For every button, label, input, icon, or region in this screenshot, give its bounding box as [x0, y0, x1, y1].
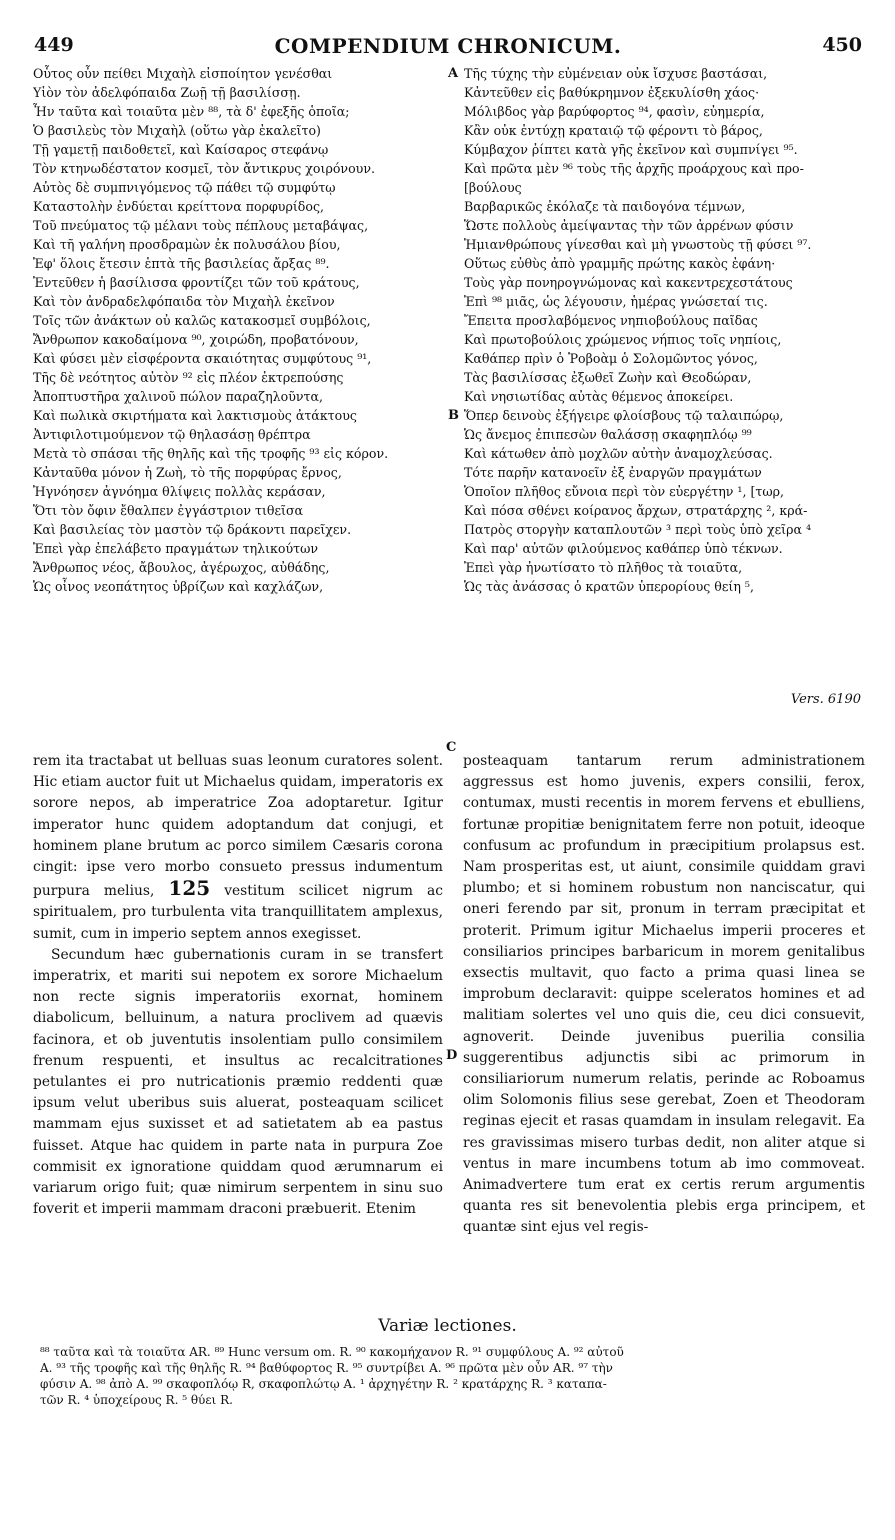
page-number-right: 450: [822, 34, 862, 56]
greek-verse-line: Ἄνθρωπον κακοδαίμονα ⁹⁰, χοιρώδη, προβατόνουν,: [33, 332, 359, 347]
greek-verse-line: [βούλους: [464, 180, 522, 195]
latin-translation-right: [463, 751, 865, 1239]
greek-verse-line: Βαρβαρικῶς ἐκόλαζε τὰ παιδογόνα τέμνων,: [464, 199, 746, 214]
greek-verse-line: Καὶ κάτωθεν ἀπὸ μοχλῶν αὐτὴν ἀναμοχλεύσας.: [464, 446, 773, 461]
greek-verse-line: Ὡς τὰς ἀνάσσας ὁ κρατῶν ὑπερορίους θείη ⁵,: [464, 579, 754, 594]
margin-marker-b: B: [448, 408, 459, 423]
greek-verse-line: Τῇ γαμετῇ παιδοθετεῖ, καὶ Καίσαρος στεφάνῳ: [33, 142, 329, 157]
latin-text: vestitum scilicet nigrum ac spiritualem, pro turbulenta vita tranquillitatem amplexus, sumit, cum in imperio septem annos exegisset.: [33, 883, 444, 942]
latin-paragraph: posteaquam tantarum rerum administrationem aggressus est homo juvenis, expers consilii, ferox, contumax, musti recentis in morem fervens et ebulliens, fortunæ propitiæ benignitatem ferre non potuit, ideoque confusum ac profundum in præcipitium prolapsus est. Nam prosperitas est, ut aiunt, consimile quiddam gravi plumbo; et si hominem robustum non nanciscatur, qui oneri ferendo par sit, pronum in terram præcipitat et proterit. Primum igitur Michaelus imperii proceres et consiliarios principes barbaricum in morem genitalibus exsectis multavit, quo facto a prima quasi linea se improbum declaravit: quippe sceleratos homines et ad malitiam solertes vel uno quis die, ceu dici consuevit, agnoverit. Deinde juvenibus puerilia consilia suggerentibus adjunctis sibi ac primorum in consiliariorum numerum relatis, perinde ac Roboamus olim Solomonis filius sese gerebat, Zoen et Theodoram reginas ejecit et rasas quamdam in insulam relegavit. Ea res gravissimas misero turbas dedit, non aliter atque si ventus in mare incumbens totum ab imo commoveat. Animadvertere tum erat ex certis rerum argumentis quanta res sit benevolentia plebis erga principem, et quantæ sint ejus vel regis-: [463, 753, 865, 1236]
greek-verse-line: Ἐντεῦθεν ἡ βασίλισσα φροντίζει τῶν τοῦ κράτους,: [33, 275, 360, 290]
greek-verse-line: Οὕτως εὐθὺς ἀπὸ γραμμῆς πρώτης κακὸς ἐφάνη·: [464, 256, 776, 271]
greek-verse-line: Ὡς οἶνος νεοπάτητος ὑβρίζων καὶ καχλάζων,: [33, 579, 324, 594]
greek-verse-column-right: [464, 64, 864, 596]
greek-verse-line: Καταστολὴν ἐνδύεται κρείττονα πορφυρίδος,: [33, 199, 325, 214]
greek-verse-line: Καὶ πόσα σθένει κοίρανος ἄρχων, στρατάρχης ², κρά-: [464, 503, 808, 518]
greek-verse-column-left: [33, 64, 443, 596]
greek-verse-line: Ἐπεὶ γὰρ ἠνωτίσατο τὸ πλῆθος τὰ τοιαῦτα,: [464, 560, 743, 575]
greek-verse-line: Καθάπερ πρὶν ὁ Ῥοβοὰμ ὁ Σολομῶντος γόνος,: [464, 351, 758, 366]
variant-reading-line: φύσιν A. ⁹⁸ ἀπὸ A. ⁹⁹ σκαφοπλόῳ R, σκαφοπλώτῳ A. ¹ ἀρχηγέτην R. ² κρατάρχης R. ³ καταπα-: [40, 1377, 607, 1391]
greek-verse-line: Κύμβαχον ῥίπτει κατὰ γῆς ἐκεῖνον καὶ συμπνίγει ⁹⁵.: [464, 142, 798, 157]
verse-count: Vers. 6190: [790, 692, 861, 707]
greek-verse-line: Ἄνθρωπος νέος, ἄβουλος, ἀγέρωχος, αὐθάδης,: [33, 560, 330, 575]
greek-verse-line: Τὰς βασιλίσσας ἐξωθεῖ Ζωὴν καὶ Θεοδώραν,: [464, 370, 752, 385]
greek-verse-line: Ὁ βασιλεὺς τὸν Μιχαὴλ (οὕτω γὰρ ἐκαλεῖτο): [33, 123, 321, 138]
latin-translation-left: [33, 751, 443, 1220]
greek-verse-line: Ὅτι τὸν ὄφιν ἔθαλπεν ἐγγάστριον τιθεῖσα: [33, 503, 304, 518]
variant-reading-line: τῶν R. ⁴ ὑποχείρους R. ⁵ θύει R.: [40, 1393, 233, 1407]
margin-marker-d: D: [446, 1048, 458, 1063]
greek-verse-line: Τοῦ πνεύματος τῷ μέλανι τοὺς πέπλους μεταβάψας,: [33, 218, 369, 233]
greek-verse-line: Καὶ πωλικὰ σκιρτήματα καὶ λακτισμοὺς ἀτάκτους: [33, 408, 357, 423]
latin-paragraph: Secundum hæc gubernationis curam in se transfert imperatrix, et mariti sui nepotem ex sorore Michaelum non recte signis imperatoriis exornat, hominem diabolicum, belluinum, a natura proclivem ad quævis facinora, et ob juventutis insolentiam pullo consimilem frenum respuenti, et insultus ac recalcitrationes petulantes ei pro nutricationis præmio reddenti quæ ipsum velut uberibus suis aluerat, posteaquam scilicet mammam ejus suxisset et ad satietatem ab ea pastus fuisset. Atque hac quidem in parte nata in purpura Zoe commisit ex ignoratione quiddam quod ærumnarum ei variarum origo fuit; quæ nimirum serpentem in sinu suo foverit et imperii mammam draconi præbuerit. Etenim: [33, 946, 443, 1218]
greek-verse-line: Ἐφ' ὅλοις ἔτεσιν ἑπτὰ τῆς βασιλείας ἄρξας ⁸⁹.: [33, 256, 330, 271]
greek-verse-line: Καὶ βασιλείας τὸν μαστὸν τῷ δράκοντι παρεῖχεν.: [33, 522, 352, 537]
greek-verse-line: Πατρὸς στοργὴν καταπλουτῶν ³ περὶ τοὺς ὑπὸ χεῖρα ⁴: [464, 522, 812, 537]
variae-lectiones-notes: [40, 1344, 870, 1408]
greek-verse-line: Κἀντεῦθεν εἰς βαθύκρημνον ἐξεκυλίσθη χάος·: [464, 85, 760, 100]
greek-verse-line: Καὶ τῆ γαλήνη προσδραμὼν ἐκ πολυσάλου βίου,: [33, 237, 341, 252]
greek-verse-line: Ἐπὶ ⁹⁸ μιᾶς, ὡς λέγουσιν, ἡμέρας γνώσεταί τις.: [464, 294, 768, 309]
greek-verse-line: Ὁποῖον πλῆθος εὔνοια περὶ τὸν εὐεργέτην ¹, [τωρ,: [464, 484, 785, 499]
greek-verse-line: Ἀποπτυστῆρα χαλινοῦ πώλον παραζηλοῦντα,: [33, 389, 324, 404]
greek-verse-line: Αὐτὸς δὲ συμπνιγόμενος τῷ πάθει τῷ συμφύτῳ: [33, 180, 336, 195]
greek-verse-line: Οὗτος οὖν πείθει Μιχαὴλ εἰσποίητον γενέσθαι: [33, 66, 333, 81]
greek-verse-line: Καὶ τὸν ἀνδραδελφόπαιδα τὸν Μιχαὴλ ἐκεῖνον: [33, 294, 335, 309]
greek-verse-line: Τὸν κτηνωδέστατον κοσμεῖ, τὸν ἄντικρυς χοιρόνουν.: [33, 161, 375, 176]
column-number: 125: [168, 876, 211, 901]
greek-verse-line: Καὶ νησιωτίδας αὐτὰς θέμενος ἀποκείρει.: [464, 389, 734, 404]
margin-marker-c: C: [446, 740, 457, 755]
margin-marker-a: A: [448, 66, 459, 81]
latin-paragraph: [33, 751, 443, 945]
variant-reading-line: A. ⁹³ τῆς τροφῆς καὶ τῆς θηλῆς R. ⁹⁴ βαθύφορτος R. ⁹⁵ συντρίβει A. ⁹⁶ πρῶτα μὲν οὖν AR. ⁹⁷ τὴν: [40, 1361, 613, 1375]
greek-verse-line: Ἠγνόησεν ἀγνόημα θλίψεις πολλὰς κεράσαν,: [33, 484, 326, 499]
greek-verse-line: Καὶ φύσει μὲν εἰσφέροντα σκαιότητας συμφύτους ⁹¹,: [33, 351, 372, 366]
page-number-left: 449: [34, 34, 74, 56]
greek-verse-line: Τοῖς τῶν ἀνάκτων οὐ καλῶς κατακοσμεῖ συμβόλοις,: [33, 313, 371, 328]
greek-verse-line: Τότε παρῆν κατανοεῖν ἐξ ἐναργῶν πραγμάτων: [464, 465, 762, 480]
greek-verse-line: Μετὰ τὸ σπάσαι τῆς θηλῆς καὶ τῆς τροφῆς ⁹³ εἰς κόρον.: [33, 446, 389, 461]
greek-verse-line: Ἐπεὶ γὰρ ἐπελάβετο πραγμάτων τηλικούτων: [33, 541, 319, 556]
page-header: [34, 34, 862, 60]
greek-verse-line: Ἡμιανθρώπους γίνεσθαι καὶ μὴ γνωστοὺς τῇ φύσει ⁹⁷.: [464, 237, 812, 252]
running-title: COMPENDIUM CHRONICUM.: [274, 34, 622, 58]
latin-text: rem ita tractabat ut belluas suas leonum curatores solent. Hic etiam auctor fuit ut Michaelus quidam, imperatoris ex sorore nepos, ab imperatrice Zoa adoptaretur. Igitur imperator hunc quidem adoptandum dat conjugi, et hominem plane brutum ac porco similem Cæsaris corona cingit: ipse vero morbo consueto pressus indumentum purpura melius,: [33, 753, 443, 900]
greek-verse-line: Ὥστε πολλοὺς ἀμείψαντας τὴν τῶν ἀρρένων φύσιν: [464, 218, 794, 233]
greek-verse-line: Τῆς δὲ νεότητος αὐτὸν ⁹² εἰς πλέον ἐκτρεπούσης: [33, 370, 344, 385]
greek-verse-line: Ἀντιφιλοτιμούμενον τῷ θηλασάσῃ θρέπτρα: [33, 427, 311, 442]
greek-verse-line: Μόλιβδος γὰρ βαρύφορτος ⁹⁴, φασὶν, εὐημερία,: [464, 104, 765, 119]
greek-verse-line: Καὶ παρ' αὐτῶν φιλούμενος καθάπερ ὑπὸ τέκνων.: [464, 541, 783, 556]
variae-lectiones-title: Variæ lectiones.: [378, 1316, 517, 1336]
greek-verse-line: Τῆς τύχης τὴν εὐμένειαν οὐκ ἴσχυσε βαστάσαι,: [464, 66, 768, 81]
greek-verse-line: Κἂν οὐκ ἐντύχῃ κραταιῷ τῷ φέροντι τὸ βάρος,: [464, 123, 763, 138]
greek-verse-line: Καὶ πρῶτα μὲν ⁹⁶ τοὺς τῆς ἀρχῆς πρoάρχους καὶ προ-: [464, 161, 804, 176]
greek-verse-line: Τοὺς γὰρ πονηρογνώμονας καὶ κακεντρεχεστάτους: [464, 275, 793, 290]
greek-verse-line: Καὶ πρωτοβούλοις χρώμενος νήπιος τοῖς νηπίοις,: [464, 332, 782, 347]
greek-verse-line: Ὅπερ δεινοὺς ἐξήγειρε φλοίσβους τῷ ταλαιπώρῳ,: [464, 408, 784, 423]
variant-reading-line: ⁸⁸ ταῦτα καὶ τὰ τοιαῦτα AR. ⁸⁹ Hunc versum om. R. ⁹⁰ κακομήχανον R. ⁹¹ συμφύλους A. ⁹² αὐτοῦ: [40, 1345, 624, 1359]
greek-verse-line: Ἦν ταῦτα καὶ τοιαῦτα μὲν ⁸⁸, τὰ δ' ἐφεξῆς ὁποῖα;: [33, 104, 350, 119]
greek-verse-line: Κἀνταῦθα μόνον ἡ Ζωὴ, τὸ τῆς πορφύρας ἔρνος,: [33, 465, 342, 480]
greek-verse-line: Ἔπειτα προσλαβόμενος νηπιοβούλους παῖδας: [464, 313, 758, 328]
greek-verse-line: Ὡς ἄνεμος ἐπιπεσὼν θαλάσσῃ σκαφηπλόῳ ⁹⁹: [464, 427, 752, 442]
greek-verse-line: Υἱὸν τὸν ἀδελφόπαιδα Ζωῇ τῇ βασιλίσσῃ.: [33, 85, 301, 100]
